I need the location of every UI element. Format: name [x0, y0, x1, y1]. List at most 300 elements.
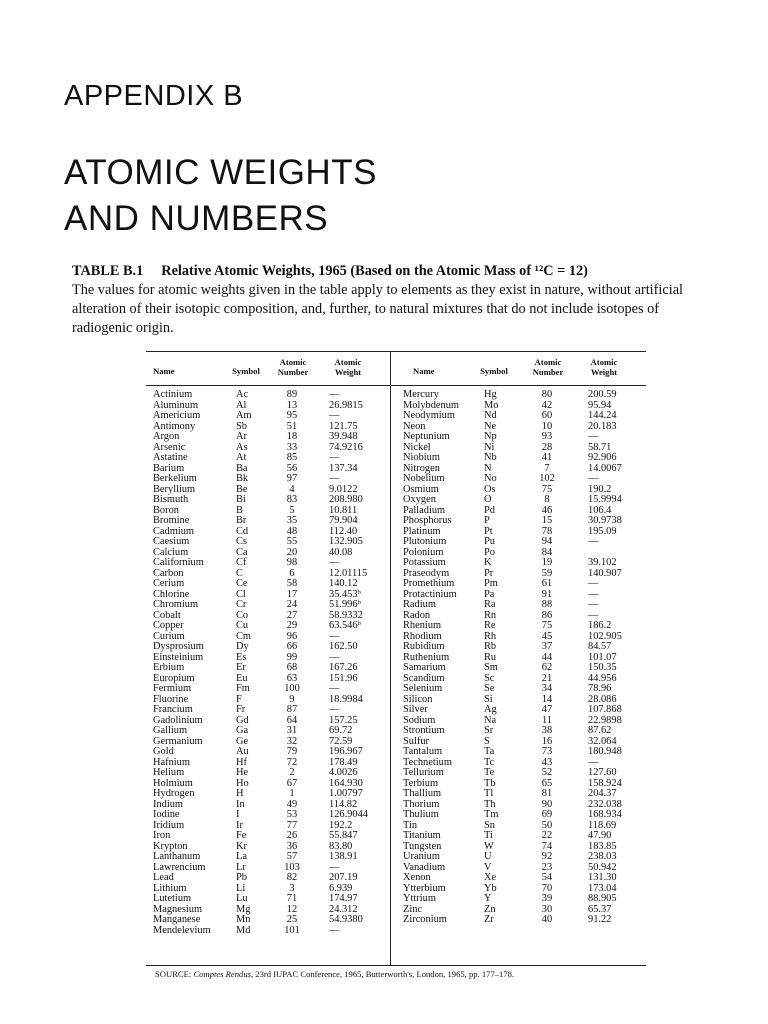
atomic-weight: 118.69: [588, 819, 617, 831]
element-symbol: Ra: [484, 599, 496, 610]
right-symbol-column: [484, 390, 524, 926]
atomic-number: 49: [286, 798, 298, 810]
element-symbol: At: [236, 452, 247, 463]
element-symbol: Sr: [484, 725, 494, 736]
element-name: Nobelium: [403, 473, 445, 484]
element-name: Hydrogen: [153, 788, 195, 799]
atomic-weight: —: [329, 452, 340, 463]
element-name: Fluorine: [153, 693, 189, 705]
atomic-number: 79: [286, 746, 298, 757]
atomic-weight: 47.90: [588, 830, 612, 841]
atomic-weight: —: [329, 389, 340, 400]
element-symbol: Pm: [484, 578, 498, 589]
element-name: Cadmium: [153, 525, 194, 537]
atomic-number: 13: [286, 399, 298, 411]
atomic-number: 64: [286, 714, 298, 726]
atomic-weight: 164.930: [329, 777, 363, 789]
element-symbol: Cd: [236, 525, 249, 537]
element-name: Arsenic: [153, 441, 186, 453]
atomic-number: 82: [286, 872, 298, 883]
element-symbol: Tl: [484, 788, 494, 799]
element-symbol: Rb: [484, 641, 497, 652]
atomic-number: 36: [286, 840, 298, 852]
atomic-number: 27: [286, 609, 298, 621]
element-name: Germanium: [153, 735, 203, 747]
element-symbol: Mo: [484, 399, 499, 411]
atomic-number: 53: [286, 809, 298, 820]
atomic-weight: 44.956: [588, 672, 617, 684]
atomic-weight: 144.24: [588, 410, 617, 421]
element-name: Manganese: [153, 914, 201, 925]
element-symbol: Sb: [236, 420, 247, 432]
element-symbol: Eu: [236, 672, 248, 684]
atomic-number: 10: [541, 420, 553, 432]
atomic-number: 67: [286, 777, 298, 789]
table-bottom-rule: [146, 965, 646, 966]
element-symbol: Pu: [484, 536, 495, 547]
element-name: Scandium: [403, 672, 445, 684]
element-name: Xenon: [403, 872, 431, 883]
element-symbol: Sm: [484, 662, 498, 673]
atomic-weight: —: [588, 473, 599, 484]
atomic-number: 60: [541, 410, 553, 421]
element-name: Praseodym: [403, 567, 450, 579]
element-name: Calcium: [153, 546, 189, 558]
atomic-number: 100: [284, 683, 300, 694]
atomic-weight: —: [588, 609, 599, 621]
element-name: Thulium: [403, 809, 439, 820]
element-name: Gadolinium: [153, 714, 203, 726]
atomic-weight: —: [329, 651, 340, 663]
element-name: Lead: [153, 872, 174, 883]
atomic-weight: 32.064: [588, 735, 617, 747]
element-name: Vanadium: [403, 861, 446, 873]
element-name: Francium: [153, 704, 193, 715]
atomic-number: 45: [541, 630, 553, 642]
atomic-number: 34: [541, 683, 553, 694]
atomic-weight: 14.0067: [588, 462, 622, 474]
element-name: Lithium: [153, 882, 187, 894]
atomic-number: 6: [289, 567, 295, 579]
element-name: Magnesium: [153, 903, 203, 915]
element-symbol: Cl: [236, 588, 246, 600]
atomic-weight: 140.907: [588, 567, 622, 579]
table-header-rule: [146, 385, 646, 386]
atomic-number: 75: [541, 620, 553, 631]
element-symbol: Ce: [236, 578, 248, 589]
atomic-weight: 126.9044: [329, 809, 368, 820]
element-symbol: Zn: [484, 903, 496, 915]
appendix-label: APPENDIX B: [64, 80, 244, 112]
atomic-weight: 83.80: [329, 840, 353, 852]
element-symbol: Y: [484, 893, 492, 904]
atomic-weight: 40.08: [329, 546, 353, 558]
atomic-weight: 200.59: [588, 389, 617, 400]
source-prefix: SOURCE:: [155, 969, 192, 979]
element-symbol: Rh: [484, 630, 497, 642]
atomic-weight: 186.2: [588, 620, 612, 631]
atomic-weight: 167.26: [329, 662, 358, 673]
element-name: Cerium: [153, 578, 185, 589]
atomic-weight: —: [329, 410, 340, 421]
atomic-number: 57: [286, 851, 298, 862]
atomic-number: 24: [286, 599, 298, 610]
atomic-number: 12: [286, 903, 298, 915]
element-name: Chromium: [153, 599, 199, 610]
atomic-weight: 207.19: [329, 872, 358, 883]
atomic-weight: —: [588, 756, 599, 768]
atomic-weight: 78.96: [588, 683, 612, 694]
atomic-weight: 30.9738: [588, 515, 622, 526]
element-symbol: Sc: [484, 672, 495, 684]
element-symbol: Am: [236, 410, 252, 421]
element-symbol: Re: [484, 620, 496, 631]
atomic-weight: 196.967: [329, 746, 363, 757]
element-symbol: Ar: [236, 431, 247, 442]
element-name: Plutonium: [403, 536, 447, 547]
atomic-number: 47: [541, 704, 553, 715]
atomic-weight: 63.546ᵇ: [329, 620, 361, 631]
element-name: Barium: [153, 462, 185, 474]
element-symbol: Ba: [236, 462, 248, 474]
atomic-weight: 92.906: [588, 452, 617, 463]
element-symbol: Te: [484, 767, 495, 778]
atomic-number: 102: [539, 473, 555, 484]
atomic-weight: 79.904: [329, 515, 358, 526]
atomic-weight: 4.0026: [329, 767, 358, 778]
left-weight-column: [329, 390, 389, 936]
header-name-right: Name: [413, 366, 435, 376]
element-name: Einsteinium: [153, 651, 204, 663]
element-symbol: Na: [484, 714, 497, 726]
element-name: Samarium: [403, 662, 446, 673]
atomic-weight: 158.924: [588, 777, 622, 789]
element-symbol: Xe: [484, 872, 497, 883]
atomic-number: 56: [286, 462, 298, 474]
element-symbol: Fe: [236, 830, 247, 841]
element-name: Tungsten: [403, 840, 442, 852]
element-name: Lanthanum: [153, 851, 201, 862]
element-symbol: Er: [236, 662, 246, 673]
element-name: Krypton: [153, 840, 188, 852]
atomic-number: 15: [541, 515, 553, 526]
element-symbol: B: [236, 504, 243, 516]
title-line: ATOMIC WEIGHTS: [64, 153, 377, 192]
atomic-weight: 180.948: [588, 746, 622, 757]
atomic-weight: 10.811: [329, 504, 358, 516]
atomic-weight: 140.12: [329, 578, 358, 589]
header-number-right: Atomic Number: [532, 357, 564, 377]
atomic-number: 23: [541, 861, 553, 873]
element-name: Nitrogen: [403, 462, 440, 474]
atomic-number: 5: [289, 504, 295, 516]
atomic-weight: 183.85: [588, 840, 617, 852]
element-name: Radium: [403, 599, 436, 610]
element-symbol: Es: [236, 651, 247, 663]
atomic-weight: 195.09: [588, 525, 617, 537]
element-symbol: Br: [236, 515, 247, 526]
atomic-number: 26: [286, 830, 298, 841]
element-symbol: He: [236, 767, 249, 778]
atomic-weight: 65.37: [588, 903, 612, 915]
atomic-weight: 54.9380: [329, 914, 363, 925]
atomic-number: 87: [286, 704, 298, 715]
atomic-number: 51: [286, 420, 298, 432]
header-symbol-right: Symbol: [480, 366, 508, 376]
atomic-number: 80: [541, 389, 553, 400]
element-symbol: Gd: [236, 714, 249, 726]
element-name: Cobalt: [153, 609, 181, 621]
element-symbol: Se: [484, 683, 495, 694]
atomic-number: 55: [286, 536, 298, 547]
atomic-weight: 174.97: [329, 893, 358, 904]
element-name: Yttrium: [403, 893, 436, 904]
atomic-number: 72: [286, 756, 298, 768]
element-symbol: Ge: [236, 735, 249, 747]
element-symbol: Mn: [236, 914, 251, 925]
atomic-number: 71: [286, 893, 298, 904]
atomic-weight: 178.49: [329, 756, 358, 768]
element-name: Iodine: [153, 809, 180, 820]
element-symbol: Cf: [236, 557, 247, 568]
element-symbol: Co: [236, 609, 249, 621]
element-name: Boron: [153, 504, 179, 516]
atomic-weight: 121.75: [329, 420, 358, 432]
element-name: Molybdenum: [403, 399, 459, 411]
atomic-number: 22: [541, 830, 553, 841]
element-name: Copper: [153, 620, 184, 631]
atomic-number: 81: [541, 788, 553, 799]
element-symbol: Th: [484, 798, 496, 810]
element-name: Rubidium: [403, 641, 445, 652]
element-name: Gold: [153, 746, 174, 757]
element-symbol: Md: [236, 924, 251, 936]
table-column-divider: [390, 351, 391, 965]
element-name: Astatine: [153, 452, 188, 463]
atomic-number: 50: [541, 819, 553, 831]
element-symbol: I: [236, 809, 240, 820]
atomic-number: 43: [541, 756, 553, 768]
element-name: Rhenium: [403, 620, 442, 631]
element-name: Berkelium: [153, 473, 197, 484]
element-symbol: Fr: [236, 704, 246, 715]
atomic-number: 54: [541, 872, 553, 883]
atomic-number: 63: [286, 672, 298, 684]
element-symbol: Ti: [484, 830, 493, 841]
atomic-number: 88: [541, 599, 553, 610]
element-symbol: K: [484, 557, 492, 568]
element-symbol: Cr: [236, 599, 247, 610]
atomic-weight: 101.07: [588, 651, 617, 663]
element-symbol: Pr: [484, 567, 494, 579]
source-journal: Comptes Rendus,: [193, 969, 254, 979]
element-name: Mercury: [403, 389, 439, 400]
element-name: Actinium: [153, 389, 193, 400]
atomic-number: 20: [286, 546, 298, 558]
element-symbol: No: [484, 473, 497, 484]
atomic-number: 39: [541, 893, 553, 904]
atomic-weight: —: [329, 630, 340, 642]
element-name: Lutetium: [153, 893, 192, 904]
element-name: Carbon: [153, 567, 184, 579]
atomic-weight: 28.086: [588, 693, 617, 705]
atomic-number: 96: [286, 630, 298, 642]
atomic-number: 101: [284, 924, 300, 936]
atomic-number: 58: [286, 578, 298, 589]
element-symbol: Hg: [484, 389, 497, 400]
atomic-number: 52: [541, 767, 553, 778]
element-name: Sodium: [403, 714, 436, 726]
left-number-column: [274, 390, 310, 936]
element-name: Selenium: [403, 683, 443, 694]
element-symbol: Ca: [236, 546, 248, 558]
page-title: [64, 150, 624, 242]
atomic-weight: 22.9898: [588, 714, 622, 726]
atomic-number: 90: [541, 798, 553, 810]
element-symbol: Au: [236, 746, 249, 757]
header-weight-left: Atomic Weight: [334, 357, 362, 377]
element-symbol: Pd: [484, 504, 495, 516]
atomic-number: 95: [286, 410, 298, 421]
element-name: Indium: [153, 798, 184, 810]
atomic-number: 61: [541, 578, 553, 589]
element-symbol: Mg: [236, 903, 251, 915]
element-symbol: As: [236, 441, 248, 453]
left-symbol-column: [236, 390, 276, 936]
atomic-weight: 168.934: [588, 809, 622, 820]
left-name-column: [153, 390, 233, 936]
element-name: Antimony: [153, 420, 196, 432]
element-name: Protactinium: [403, 588, 457, 600]
atomic-weight: 127.60: [588, 767, 617, 778]
atomic-number: 11: [541, 714, 552, 726]
element-symbol: C: [236, 567, 243, 579]
atomic-number: 31: [286, 725, 298, 736]
atomic-weight: —: [329, 924, 340, 936]
atomic-number: 99: [286, 651, 298, 663]
caption-heading: [72, 262, 712, 281]
element-symbol: Fm: [236, 683, 250, 694]
element-symbol: Ag: [484, 704, 497, 715]
atomic-number: 62: [541, 662, 553, 673]
table-title: Relative Atomic Weights, 1965 (Based on the Atomic Mass of ¹²C = 12): [161, 263, 588, 279]
element-name: Chlorine: [153, 588, 190, 600]
element-symbol: O: [484, 494, 492, 505]
atomic-weight: 51.996ᵇ: [329, 599, 361, 610]
element-name: Neptunium: [403, 431, 450, 442]
atomic-number: 98: [286, 557, 298, 568]
element-name: Tantalum: [403, 746, 443, 757]
atomic-weight: —: [588, 536, 599, 547]
element-symbol: Tb: [484, 777, 496, 789]
element-symbol: Lu: [236, 893, 248, 904]
right-name-column: [403, 390, 488, 926]
atomic-weight: 162.50: [329, 641, 358, 652]
element-symbol: Yb: [484, 882, 497, 894]
atomic-weight: 138.91: [329, 851, 358, 862]
element-symbol: Ir: [236, 819, 243, 831]
atomic-number: 35: [286, 515, 298, 526]
element-symbol: Li: [236, 882, 246, 894]
atomic-number: 59: [541, 567, 553, 579]
element-name: Holmium: [153, 777, 193, 789]
atomic-weight: 106.4: [588, 504, 612, 516]
atomic-weight: —: [329, 861, 340, 873]
element-symbol: N: [484, 462, 492, 474]
atomic-weight: —: [588, 588, 599, 600]
element-symbol: V: [484, 861, 492, 873]
atomic-number: 68: [286, 662, 298, 673]
atomic-weight: 114.82: [329, 798, 358, 810]
element-symbol: Bk: [236, 473, 249, 484]
element-name: Polonium: [403, 546, 444, 558]
element-name: Osmium: [403, 483, 439, 495]
element-name: Argon: [153, 431, 180, 442]
atomic-weight: 12.01115: [329, 567, 368, 579]
element-name: Technetium: [403, 756, 452, 768]
atomic-weight: 69.72: [329, 725, 353, 736]
atomic-weight: 192.2: [329, 819, 353, 831]
atomic-number: 70: [541, 882, 553, 894]
element-name: Thallium: [403, 788, 442, 799]
element-name: Fermium: [153, 683, 192, 694]
atomic-weight: 20.183: [588, 420, 617, 432]
title-line: AND NUMBERS: [64, 199, 329, 238]
element-symbol: Tm: [484, 809, 499, 820]
atomic-weight: 232.038: [588, 798, 622, 810]
element-symbol: Sn: [484, 819, 495, 831]
atomic-weight: 91.22: [588, 914, 612, 925]
element-symbol: S: [484, 735, 490, 747]
atomic-number: 42: [541, 399, 553, 411]
element-name: Terbium: [403, 777, 439, 789]
table-top-rule: [146, 351, 646, 352]
atomic-number: 33: [286, 441, 298, 453]
element-symbol: Pa: [484, 588, 495, 600]
atomic-number: 65: [541, 777, 553, 789]
element-name: Thorium: [403, 798, 440, 810]
atomic-weight: 6.939: [329, 882, 353, 894]
atomic-number: 14: [541, 693, 553, 705]
atomic-weight: 72.59: [329, 735, 353, 747]
element-symbol: Tc: [484, 756, 495, 768]
element-name: Iridium: [153, 819, 185, 831]
element-symbol: Si: [484, 693, 493, 705]
atomic-number: 8: [544, 494, 550, 505]
atomic-weight: —: [588, 431, 599, 442]
atomic-number: 73: [541, 746, 553, 757]
element-symbol: Kr: [236, 840, 247, 852]
atomic-weight: 131.30: [588, 872, 617, 883]
element-name: Helium: [153, 767, 185, 778]
atomic-number: 89: [286, 389, 298, 400]
atomic-weight: 87.62: [588, 725, 612, 736]
element-name: Zinc: [403, 903, 423, 915]
header-weight-right: Atomic Weight: [590, 357, 618, 377]
atomic-weight: 173.04: [588, 882, 617, 894]
atomic-number: 37: [541, 641, 553, 652]
element-symbol: Po: [484, 546, 495, 558]
header-name-left: Name: [153, 366, 175, 376]
caption-body: The values for atomic weights given in the table apply to elements as they exist in nature, without artificial alteration of their isotopic composition, and, further, to natural mixtures that do not include isotopes of radiogenic origin.: [72, 282, 684, 336]
element-name: Dysprosium: [153, 641, 204, 652]
atomic-weight: —: [329, 704, 340, 715]
header-symbol-left: Symbol: [232, 366, 260, 376]
element-name: Beryllium: [153, 483, 196, 495]
atomic-weight: 18.9984: [329, 693, 363, 705]
atomic-number: 48: [286, 525, 298, 537]
atomic-number: 17: [286, 588, 298, 600]
